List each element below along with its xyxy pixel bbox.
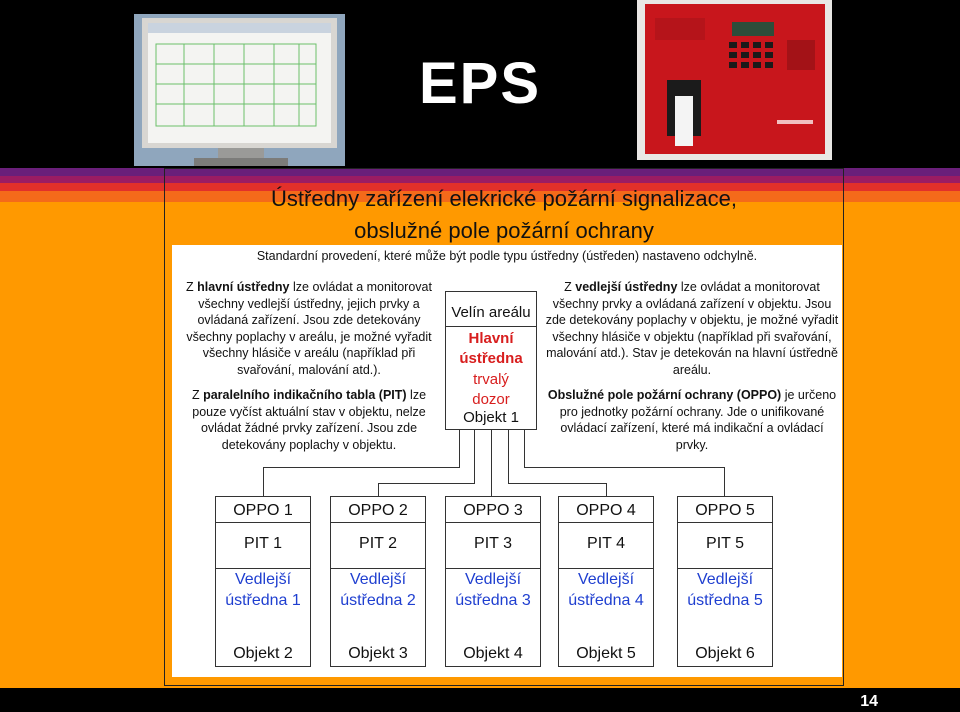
oppo-label: OPPO 1	[233, 502, 293, 519]
secondary-unit-note-pre: Z	[564, 280, 576, 294]
unit-box-divider	[559, 568, 653, 569]
main-object-label: Objekt 1	[463, 409, 519, 426]
oppo-label: OPPO 2	[348, 502, 408, 519]
connector-line	[474, 430, 475, 483]
connector-line	[724, 467, 725, 496]
eps-diagram	[172, 245, 842, 677]
pit-label: PIT 4	[587, 535, 625, 552]
oppo-note-bold: Obslužné pole požární ochrany (OPPO)	[547, 388, 782, 402]
secondary-unit-label-line1: Vedlejší	[696, 571, 754, 588]
secondary-unit-label-line2: ústředna 5	[687, 592, 763, 609]
pit-label: PIT 1	[244, 535, 282, 552]
secondary-unit-label-line1: Vedlejší	[464, 571, 522, 588]
object-label: Objekt 6	[695, 645, 755, 662]
diagram-heading-line2: obslužné pole požární ochrany	[354, 218, 654, 243]
main-unit-label-line2: ústředna	[459, 350, 523, 367]
secondary-unit-box-4	[558, 496, 654, 667]
main-unit-note-text: lze ovládat a monitorovat všechny vedlejší ústředny, jejich prvky a ovládaná zařízení. Jsou zde detekovány všechny poplachy v areálu, je možné vyřadit všechny hlásiče v areálu (například při svařování, malování atd.).	[186, 280, 432, 377]
pit-note-text: lze pouze vyčíst aktuální stav v objektu, nelze ovládat žádné prvky zařízení. Jsou zde detekovány poplachy v objektu.	[192, 388, 427, 452]
pit-label: PIT 5	[706, 535, 744, 552]
oppo-note-text: je určeno pro jednotky požární ochrany. Jde o unifikované ovládací zařízení, které má indikační a ovládací prvky.	[559, 388, 837, 452]
oppo-label: OPPO 3	[463, 502, 523, 519]
main-unit-note-pre: Z	[186, 280, 198, 294]
object-label: Objekt 5	[576, 645, 636, 662]
unit-box-divider	[331, 568, 425, 569]
secondary-unit-label-line1: Vedlejší	[349, 571, 407, 588]
control-room-label: Velín areálu	[451, 304, 531, 321]
secondary-unit-note-text: lze ovládat a monitorovat všechny prvky a ovládaná zařízení v objektu. Jsou zde detekovány poplachy v objektu, je možné vyřadit všechny hlásiče v objektu (například při svařování, malování atd.). Stav je detekován na hlavní ústředně areálu.	[545, 280, 839, 377]
connector-line	[508, 430, 509, 483]
connector-line	[263, 467, 460, 468]
connector-line	[491, 430, 492, 496]
secondary-unit-box-1	[215, 496, 311, 667]
secondary-unit-note	[544, 279, 840, 378]
unit-box-divider	[678, 568, 772, 569]
unit-box-divider	[331, 522, 425, 523]
unit-box-divider	[446, 522, 540, 523]
secondary-unit-box-3	[445, 496, 541, 667]
secondary-unit-label-line1: Vedlejší	[577, 571, 635, 588]
oppo-note	[544, 387, 840, 453]
slide-footer	[0, 688, 960, 712]
oppo-label: OPPO 4	[576, 502, 636, 519]
connector-line	[606, 483, 607, 496]
pit-label: PIT 3	[474, 535, 512, 552]
pit-label: PIT 2	[359, 535, 397, 552]
secondary-unit-box-2	[330, 496, 426, 667]
connector-line	[263, 467, 264, 496]
main-unit-label-line1: Hlavní	[468, 330, 514, 347]
pit-note-pre: Z	[191, 388, 204, 402]
connector-line	[378, 483, 379, 496]
secondary-unit-label-line2: ústředna 4	[568, 592, 644, 609]
unit-box-divider	[446, 568, 540, 569]
main-unit-note-bold: hlavní ústředny	[197, 280, 290, 294]
slide-title: EPS	[418, 51, 542, 116]
secondary-unit-label-line2: ústředna 2	[340, 592, 416, 609]
main-unit-box	[445, 291, 537, 430]
unit-box-divider	[678, 522, 772, 523]
pit-note-bold: paralelního indikačního tabla (PIT)	[203, 388, 407, 402]
page-number: 14	[860, 693, 878, 710]
oppo-label: OPPO 5	[695, 502, 755, 519]
unit-box-divider	[216, 522, 310, 523]
supervision-label-line1: trvalý	[473, 371, 509, 388]
object-label: Objekt 4	[463, 645, 523, 662]
secondary-unit-note-bold: vedlejší ústředny	[575, 280, 678, 294]
main-box-divider	[446, 326, 536, 327]
connector-line	[378, 483, 475, 484]
connector-line	[524, 430, 525, 467]
secondary-unit-label-line2: ústředna 3	[455, 592, 531, 609]
connector-line	[524, 467, 724, 468]
intro-note: Standardní provedení, které může být podle typu ústředny (ústředen) nastaveno odchylně.	[256, 249, 758, 263]
supervision-label-line2: dozor	[472, 391, 510, 408]
connector-line	[459, 430, 460, 467]
secondary-unit-label-line2: ústředna 1	[225, 592, 301, 609]
secondary-unit-box-5	[677, 496, 773, 667]
object-label: Objekt 3	[348, 645, 408, 662]
unit-box-divider	[559, 522, 653, 523]
diagram-heading-line1: Ústředny zařízení elekrické požární signalizace,	[271, 186, 737, 211]
object-label: Objekt 2	[233, 645, 293, 662]
pit-note	[184, 387, 434, 453]
unit-box-divider	[216, 568, 310, 569]
connector-line	[508, 483, 606, 484]
secondary-unit-label-line1: Vedlejší	[234, 571, 292, 588]
main-unit-note	[184, 279, 434, 378]
